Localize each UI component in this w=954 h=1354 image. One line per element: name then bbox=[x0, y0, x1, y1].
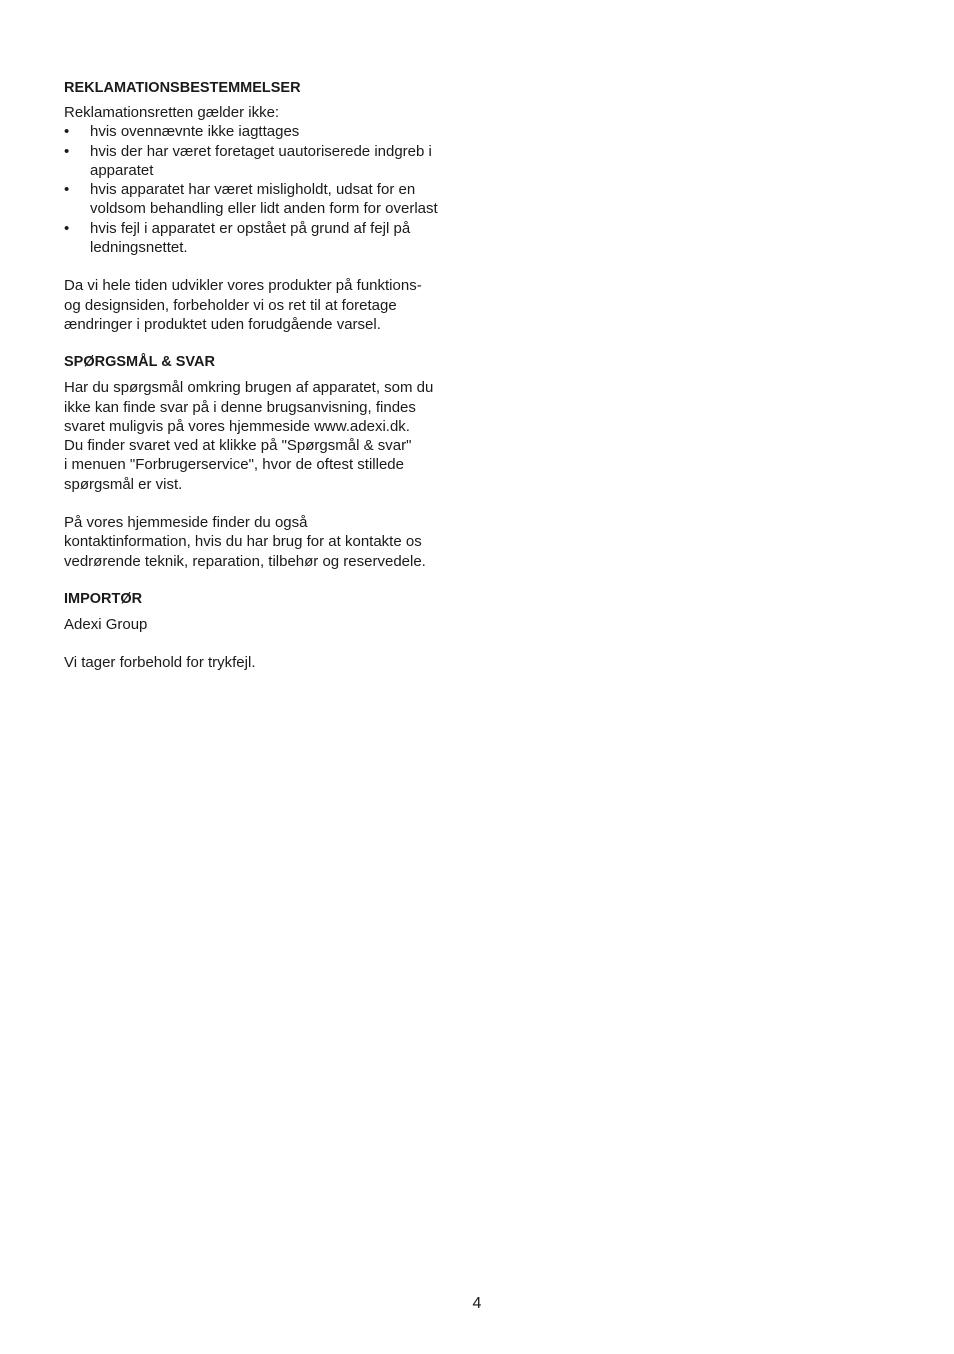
importer-section bbox=[64, 590, 484, 673]
list-item-text: hvis ovennævnte ikke iagttages bbox=[90, 123, 300, 141]
list-item bbox=[64, 180, 484, 219]
list-item bbox=[64, 219, 484, 258]
bullet-icon: • bbox=[64, 123, 70, 141]
page-number: 4 bbox=[472, 1295, 482, 1312]
document-page bbox=[64, 79, 484, 673]
warranty-intro: Reklamationsretten gælder ikke: bbox=[64, 104, 280, 121]
paragraph-line: i menuen "Forbrugerservice", hvor de oftest stillede bbox=[64, 456, 404, 474]
list-item bbox=[64, 122, 484, 141]
warranty-note bbox=[64, 276, 484, 334]
paragraph-line: spørgsmål er vist. bbox=[64, 475, 183, 493]
paragraph-line: Da vi hele tiden udvikler vores produkter på funktions- bbox=[64, 277, 422, 295]
list-item-text: hvis apparatet har været misligholdt, udsat for en bbox=[90, 181, 416, 199]
paragraph-line: svaret muligvis på vores hjemmeside www.adexi.dk. bbox=[64, 417, 410, 435]
importer-company: Adexi Group bbox=[64, 615, 148, 633]
paragraph-line: Har du spørgsmål omkring brugen af apparatet, som du bbox=[64, 379, 434, 397]
faq-section bbox=[64, 353, 484, 571]
list-item-text: voldsom behandling eller lidt anden form for overlast bbox=[90, 200, 438, 218]
list-item-text: hvis der har været foretaget uautoriserede indgreb i bbox=[90, 142, 432, 160]
warranty-heading: REKLAMATIONSBESTEMMELSER bbox=[64, 80, 301, 96]
faq-heading: SPØRGSMÅL & SVAR bbox=[64, 354, 215, 371]
list-item bbox=[64, 142, 484, 181]
paragraph-line: ikke kan finde svar på i denne brugsanvisning, findes bbox=[64, 398, 416, 416]
paragraph-line: vedrørende teknik, reparation, tilbehør og reservedele. bbox=[64, 552, 426, 570]
list-item-text: apparatet bbox=[90, 161, 154, 179]
warranty-bullet-list bbox=[64, 122, 484, 257]
importer-heading: IMPORTØR bbox=[64, 590, 143, 607]
list-item-text: ledningsnettet. bbox=[90, 239, 188, 257]
warranty-section bbox=[64, 79, 484, 334]
list-item-text: hvis fejl i apparatet er opstået på grund af fejl på bbox=[90, 219, 411, 237]
paragraph-line: På vores hjemmeside finder du også bbox=[64, 514, 308, 532]
bullet-icon: • bbox=[64, 142, 70, 160]
paragraph-line: kontaktinformation, hvis du har brug for at kontakte os bbox=[64, 533, 422, 551]
print-disclaimer: Vi tager forbehold for trykfejl. bbox=[64, 654, 256, 672]
faq-paragraph-2 bbox=[64, 513, 484, 571]
paragraph-line: ændringer i produktet uden forudgående varsel. bbox=[64, 315, 381, 333]
paragraph-line: Du finder svaret ved at klikke på "Spørgsmål & svar" bbox=[64, 437, 412, 455]
bullet-icon: • bbox=[64, 181, 70, 199]
bullet-icon: • bbox=[64, 219, 70, 237]
paragraph-line: og designsiden, forbeholder vi os ret til at foretage bbox=[64, 296, 397, 314]
faq-paragraph-1 bbox=[64, 378, 484, 494]
